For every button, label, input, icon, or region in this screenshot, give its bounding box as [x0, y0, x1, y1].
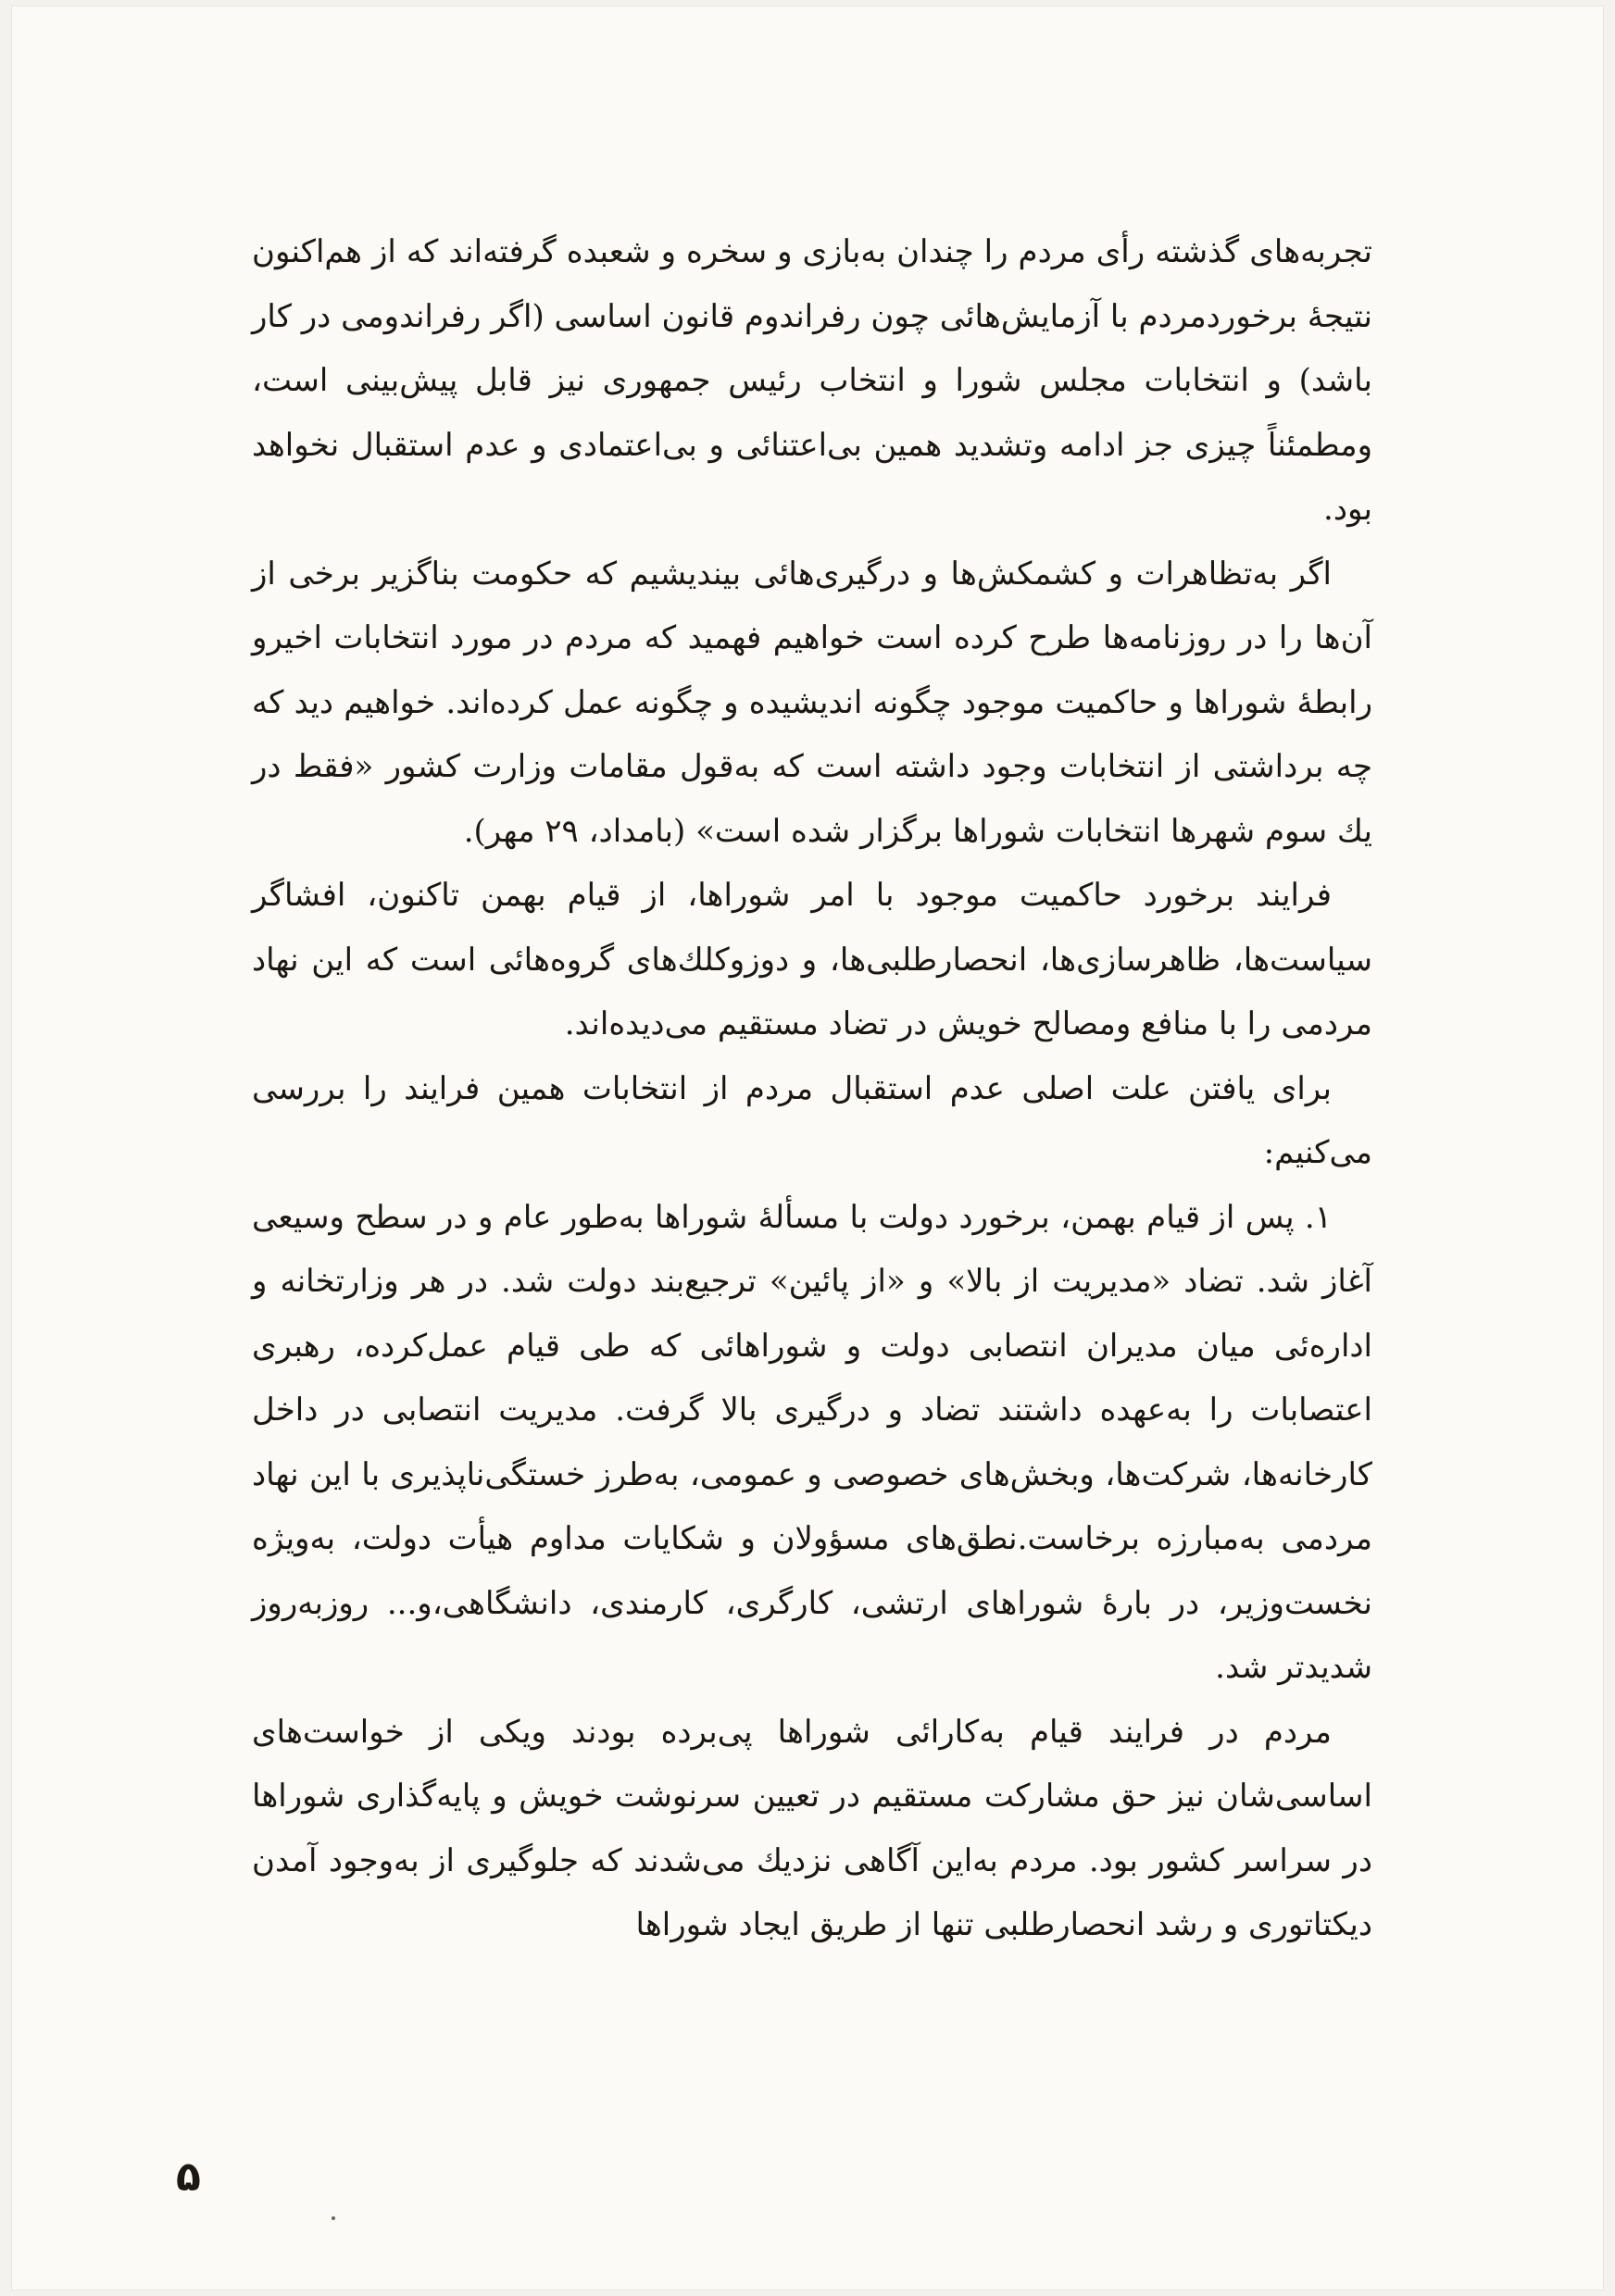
page-number: ۵ [176, 2153, 201, 2201]
paragraph-2: اگر به‌تظاهرات و کشمکش‌ها و درگیری‌هائی بیندیشیم که حکومت بناگزیر برخی از آن‌ها را در روزنامه‌ها طرح کرده است خواهیم فهمید که مردم در مورد انتخابات اخیرو رابطهٔ شوراها و حاکمیت موجود چگونه اندیشیده و چگونه عمل کرده‌اند. خواهیم دید که چه برداشتی از انتخابات وجود داشته است که به‌قول مقامات وزارت کشور «فقط در یك سوم شهرها انتخابات شوراها برگزار شده است» (بامداد، ۲۹ مهر). [252, 555, 1372, 850]
paragraph-6: مردم در فرایند قیام به‌کارائی شوراها پی‌برده بودند ویکی از خواست‌های اساسی‌شان نیز حق مشارکت مستقیم در تعیین سرنوشت خویش و پایه‌گذاری شوراها در سراسر کشور بود. مردم به‌این آگاهی نزدیك می‌شدند که جلوگیری از به‌وجود آمدن دیکتاتوری و رشد انحصارطلبی تنها از طریق ایجاد شوراها [252, 1713, 1372, 1943]
document-page [11, 6, 1604, 2290]
paragraph-5: ۱. پس از قیام بهمن، برخورد دولت با مسألهٔ شوراها به‌طور عام و در سطح وسیعی آغاز شد. تضاد «مدیریت از بالا» و «از پائین» ترجیع‌بند دولت شد. در هر وزارتخانه و اداره‌ئی میان مدیران انتصابی دولت و شوراهائی که طی قیام عمل‌کرده، رهبری اعتصابات را به‌عهده داشتند تضاد و درگیری بالا گرفت. مدیریت انتصابی در داخل کارخانه‌ها، شرکت‌ها، وبخش‌های خصوصی و عمومی، به‌طرز خستگی‌ناپذیری با این نهاد مردمی به‌مبارزه برخاست.نطق‌های مسؤولان و شکایات مداوم هیأت دولت، به‌ویژه نخست‌وزیر، در بارهٔ شوراهای ارتشی، کارگری، کارمندی، دانشگاهی،و... روزبه‌روز شدیدتر شد. [252, 1198, 1372, 1686]
paragraph-1: تجربه‌های گذشته رأی مردم را چندان به‌بازی و سخره و شعبده گرفته‌اند که از هم‌اکنون نتیجهٔ برخوردمردم با آزمایش‌هائی چون رفراندوم قانون اساسی (اگر رفراندومی در کار باشد) و انتخابات مجلس شورا و انتخاب رئیس جمهوری نیز قابل پیش‌بینی است، ومطمئناً چیزی جز ادامه وتشدید همین بی‌اعتنائی و بی‌اعتمادی و عدم استقبال نخواهد بود. [251, 233, 1372, 528]
paragraph-3: فرایند برخورد حاکمیت موجود با امر شوراها، از قیام بهمن تاکنون، افشاگر سیاست‌ها، ظاهرسازی‌ها، انحصارطلبی‌ها، و دوزوکلك‌های گروه‌هائی است که این نهاد مردمی را با منافع ومصالح خویش در تضاد مستقیم می‌دیده‌اند. [252, 877, 1372, 1042]
body-text [252, 220, 1372, 1958]
ink-speck [332, 2216, 335, 2220]
paragraph-4: برای یافتن علت اصلی عدم استقبال مردم از انتخابات همین فرایند را بررسی می‌کنیم: [252, 1069, 1372, 1171]
